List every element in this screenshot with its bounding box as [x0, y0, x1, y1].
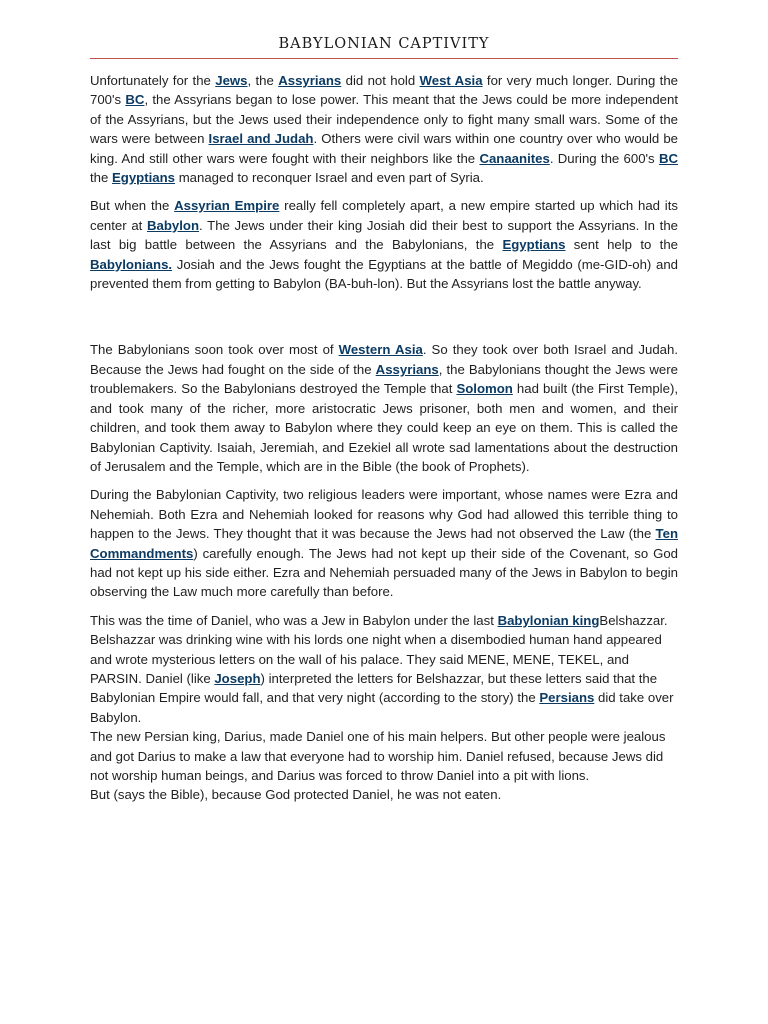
link-jews[interactable]: Jews: [215, 73, 248, 88]
paragraph-gap: [90, 187, 678, 196]
text: . During the 600's: [549, 150, 659, 166]
text: had built (the First Temple), and took many of the richer, more aristocratic Jews prisoner, both men and women, and their children, and took them away to Babylon where they could keep an eye on them. This is called the Babylonian Captivity. Isaiah, Jeremiah, and Ezekiel all wrote sad lamentations about the destruction of Jerusalem and the Temple, which are in the Bible (the book of Prophets).: [90, 381, 679, 474]
link-canaanites[interactable]: Canaanites: [479, 150, 550, 166]
text: did not hold: [341, 73, 420, 88]
text: , the: [247, 73, 279, 88]
link-bc-2[interactable]: BC: [658, 150, 678, 166]
text: . So they took over both Israel and Judah. Because the Jews had fought on the side of the: [90, 342, 678, 377]
document-body: [90, 71, 678, 805]
page-title: BABYLONIAN CAPTIVITY: [278, 36, 490, 52]
text: The Babylonians soon took over most of: [90, 342, 339, 358]
link-joseph[interactable]: Joseph: [214, 670, 261, 686]
paragraph-1: [90, 71, 678, 187]
text: really fell completely apart, a new empire started up which had its center at: [90, 198, 678, 233]
text: This was the time of Daniel, who was a Jew in Babylon under the last: [90, 612, 498, 628]
link-assyrian-empire[interactable]: Assyrian Empire: [174, 198, 280, 214]
link-assyrians-2[interactable]: Assyrians: [375, 361, 439, 377]
paragraph-gap: [90, 476, 678, 485]
text: But when the: [90, 198, 175, 214]
text: Unfortunately for the: [90, 73, 216, 88]
paragraph-gap: [90, 602, 678, 611]
text: During the Babylonian Captivity, two religious leaders were important, whose names were Ezra and Nehemiah. Both Ezra and Nehemiah looked for reasons why God had allowed this terrible thing to happen to the Jews. They thought that it was because the Jews had not observed the Law (the: [90, 487, 678, 542]
text: ) interpreted the letters for Belshazzar, but these letters said that the Babylonian Empire would fall, and that very night (according to the story) the: [90, 670, 658, 706]
text: , the Assyrians began to lose power. This meant that the Jews could be more independent of the Assyrians, but the Jews used their independence only to fight many small wars. Some of the wars were between: [90, 92, 678, 147]
text: , the Babylonians thought the Jews were troublemakers. So the Babylonians destroyed the Temple that: [90, 361, 678, 397]
paragraph-7: But (says the Bible), because God protected Daniel, he was not eaten.: [90, 787, 502, 803]
paragraph-3: [90, 340, 678, 476]
link-egyptians[interactable]: Egyptians: [112, 170, 176, 186]
paragraph-6: The new Persian king, Darius, made Daniel one of his main helpers. But other people were jealous and got Darius to make a law that everyone had to worship him. Daniel refused, because Jews did not worship human beings, and Darius was forced to throw Daniel into a pit with lions.: [90, 729, 666, 783]
title-underline: [90, 58, 678, 59]
paragraph-5: [90, 611, 678, 727]
text: ) carefully enough. The Jews had not kept up their side of the Covenant, so God had not kept up his side either. Ezra and Nehemiah persuaded many of the Jews in Babylon to begin observing the Law much more carefully than before.: [90, 545, 678, 600]
link-babylonians[interactable]: Babylonians.: [90, 256, 173, 272]
link-babylon[interactable]: Babylon: [147, 217, 200, 233]
link-persians[interactable]: Persians: [539, 690, 595, 706]
link-west-asia[interactable]: West Asia: [419, 73, 483, 88]
link-ten-commandments[interactable]: Ten Commandments: [90, 526, 678, 561]
text: Belshazzar. Belshazzar was drinking wine with his lords one night when a disembodied human hand appeared and wrote mysterious letters on the wall of his palace. They said MENE, MENE, TEKEL, and PARSIN. Daniel (like: [90, 612, 668, 686]
text: for very much longer. During the 700's: [90, 73, 678, 108]
text: did take over Babylon.: [90, 690, 674, 725]
link-assyrians[interactable]: Assyrians: [278, 73, 342, 88]
text: . Others were civil wars within one country over who would be king. And still other wars were fought with their neighbors like the: [90, 131, 678, 166]
text: managed to reconquer Israel and even part of Syria.: [175, 170, 484, 186]
link-western-asia[interactable]: Western Asia: [338, 342, 423, 358]
text: the: [90, 170, 112, 186]
link-israel-and-judah[interactable]: Israel and Judah: [208, 131, 314, 147]
text: Josiah and the Jews fought the Egyptians at the battle of Megiddo (me-GID-oh) and prevented them from getting to Babylon (BA-buh-lon). But the Assyrians lost the battle anyway.: [90, 256, 678, 292]
text: sent help to the: [565, 237, 678, 253]
text: . The Jews under their king Josiah did their best to support the Assyrians. In the last big battle between the Assyrians and the Babylonians, the: [90, 217, 678, 253]
paragraph-2: [90, 196, 678, 293]
paragraph-4: [90, 485, 678, 601]
link-bc[interactable]: BC: [125, 92, 145, 108]
link-solomon[interactable]: Solomon: [456, 381, 513, 397]
link-egyptians-2[interactable]: Egyptians: [502, 237, 566, 253]
link-babylonian-king[interactable]: Babylonian king: [497, 612, 600, 628]
section-gap: [90, 293, 678, 340]
